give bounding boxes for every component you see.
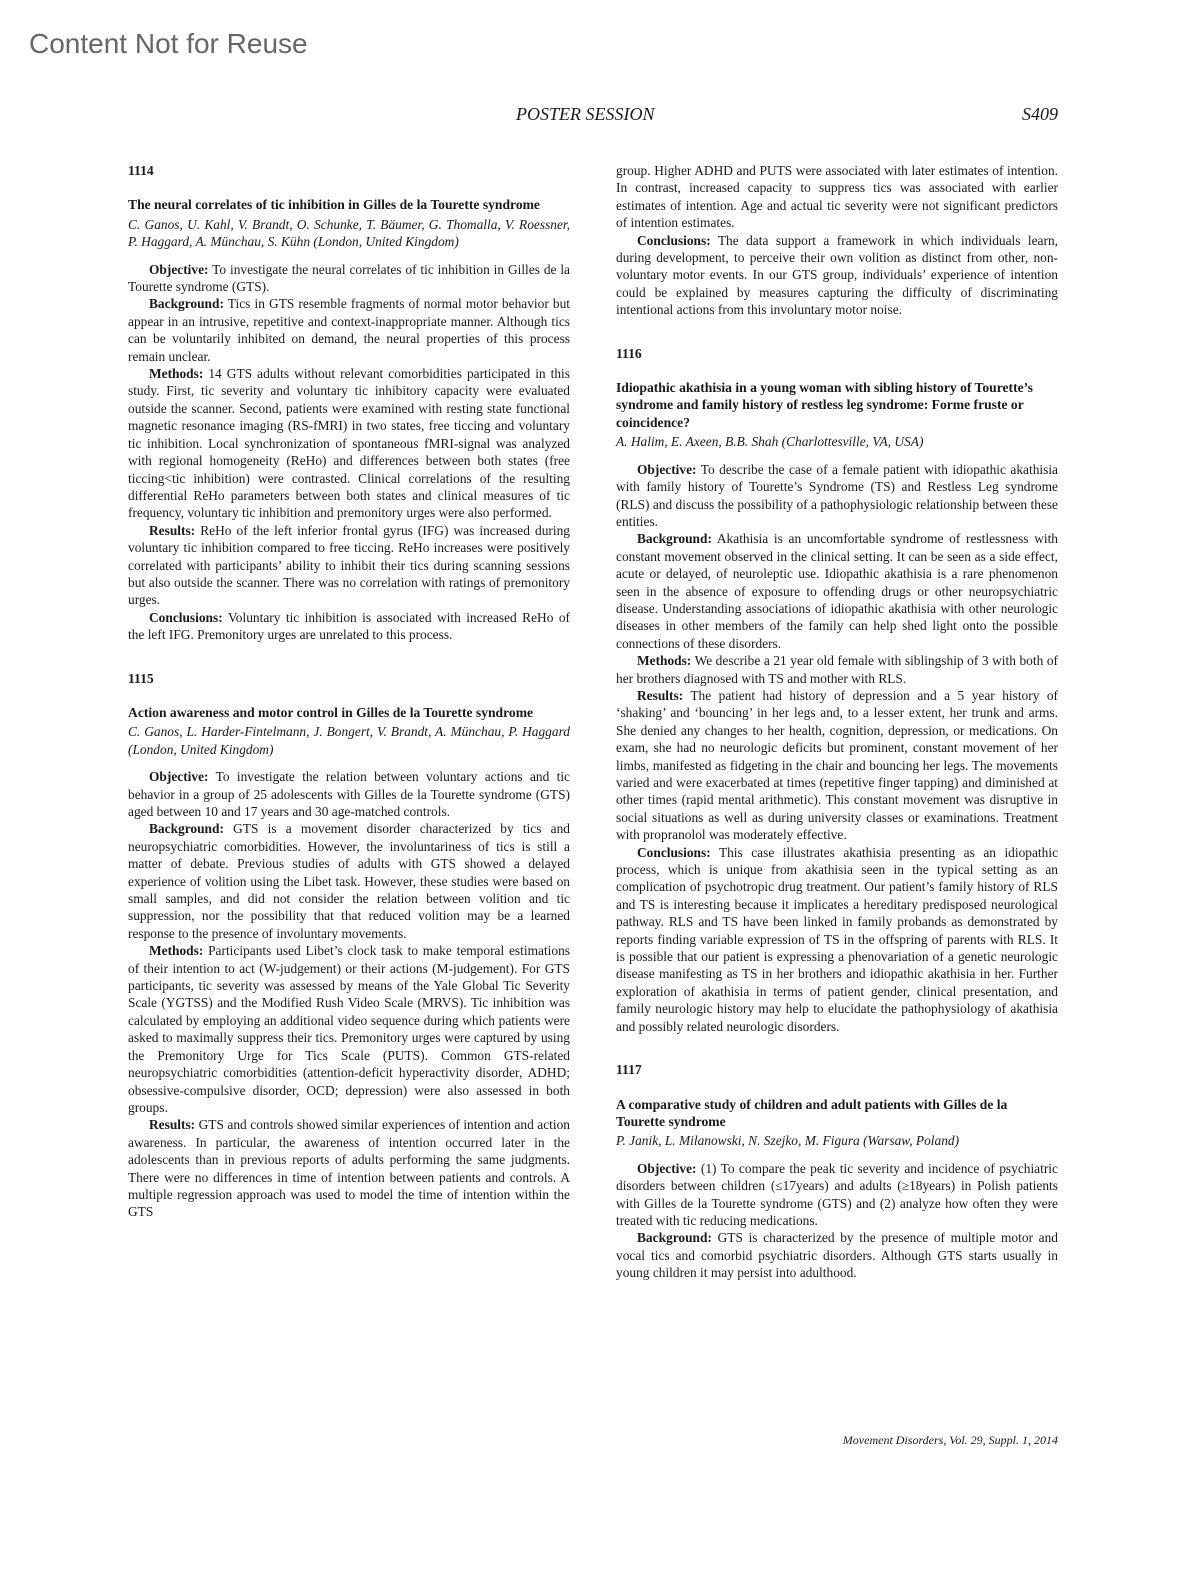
section-text: We describe a 21 year old female with siblingship of 3 with both of her brothers diagnosed with TS and mother with RLS. — [616, 653, 1058, 686]
abstract-number: 1117 — [616, 1062, 642, 1078]
methods-paragraph — [616, 652, 1058, 687]
section-text: Tics in GTS resemble fragments of normal motor behavior but appear in an intrusive, repetitive and context-inappropriate manner. Although tics can be voluntarily inhibited on demand, the neural properties of this process remain unclear. — [128, 296, 571, 364]
section-text: (1) To compare the peak tic severity and incidence of psychiatric disorders between children (≤17years) and adults (≥18years) in Polish patients with Gilles de la Tourette syndrome (GTS) and (2) analyze how often they were treated with tic reducing medications. — [616, 1160, 1058, 1228]
abstract-authors: C. Ganos, L. Harder-Fintelmann, J. Bongert, V. Brandt, A. Münchau, P. Haggard (London, United Kingdom) — [128, 724, 570, 757]
section-label: Background: — [149, 821, 224, 837]
abstract-1117 — [616, 1061, 1058, 1281]
section-label: Methods: — [149, 366, 204, 382]
abstract-title: A comparative study of children and adult patients with Gilles de la Tourette syndrome — [616, 1096, 1008, 1129]
section-label: Conclusions: — [637, 844, 711, 860]
section-label: Methods: — [149, 943, 204, 959]
background-paragraph — [128, 295, 570, 365]
results-continuation: group. Higher ADHD and PUTS were associated with later estimates of intention. In contrast, increased capacity to suppress tics was associated with earlier estimates of intention. Age and actual tic severity were not significant predictors of intention estimates. — [616, 163, 1058, 231]
section-text: The data support a framework in which individuals learn, during development, to perceive their own volition as distinct from other, non-voluntary motor events. In our GTS group, individuals’ experience of intention could be explained by measures capturing the difficulty of discriminating intentional actions from this involuntary motor noise. — [616, 232, 1058, 318]
section-text: This case illustrates akathisia presenting as an idiopathic process, which is unique from akathisia seen in the typical setting as an complication of psychotropic drug treatment. Our patient’s family history of RLS and TS is interesting because it implicates a hereditary predisposed neurological pathway. RLS and TS have been linked in family probands as demonstrated by reports finding variable expression of TS in the offspring of parents with RLS. It is possible that our patient is expressing a phenovariation of a genetic neurologic disease manifesting as TS in her brothers and idiopathic akathisia in her. Further exploration of akathisia in terms of patient gender, clinical presentation, and family neurologic history may help to elucidate the pathophysiology of akathisia and possibly related neurologic disorders. — [616, 844, 1059, 1034]
section-text: The patient had history of depression and a 5 year history of ‘shaking’ and ‘bouncing’ in her legs and, to a lesser extent, her trunk and arms. She denied any changes to her health, cognition, depression, or medications. On exam, she had no neurologic deficits but prominent, constant movement of her limbs, manifested as fidgeting in the chair and bouncing her legs. The movements varied and were exacerbated at times (repetitive finger tapping) and diminished at other times (rapid mental arithmetic). This constant movement was disruptive in social situations as well as during university classes or examinations. Treatment with propranolol was moderately effective. — [616, 687, 1059, 843]
objective-paragraph — [616, 1160, 1058, 1230]
section-text: 14 GTS adults without relevant comorbidities participated in this study. First, tic severity and voluntary tic inhibitory capacity were evaluated outside the scanner. Second, patients were examined with resting state functional magnetic resonance imaging (RS-fMRI) in two states, free ticcing and voluntary tic inhibition. Local synchronization of spontaneous fMRI-signal was analyzed with regional homogeneity (ReHo) and differences between both states (free ticcing<tic inhibition) were contrasted. Clinical correlations of the resulting differential ReHo parameters between both states and clinical measures of tic frequency, voluntary tic inhibition and premonitory urges were also performed. — [128, 366, 570, 521]
objective-paragraph — [128, 261, 570, 296]
methods-paragraph — [128, 942, 570, 1116]
section-label: Objective: — [637, 1160, 697, 1176]
section-text: To investigate the neural correlates of tic inhibition in Gilles de la Tourette syndrome (GTS). — [128, 261, 571, 295]
running-head — [0, 104, 1200, 130]
abstract-title: Idiopathic akathisia in a young woman with sibling history of Tourette’s syndrome and family history of restless leg syndrome: Forme fruste or coincidence? — [616, 380, 1033, 430]
background-paragraph — [128, 820, 570, 942]
results-paragraph — [128, 1116, 570, 1220]
section-label: Objective: — [149, 769, 209, 785]
section-label: Conclusions: — [149, 609, 223, 625]
abstract-number: 1114 — [128, 163, 154, 178]
abstract-number: 1116 — [616, 345, 642, 361]
results-paragraph — [128, 522, 570, 609]
section-text: To describe the case of a female patient with idiopathic akathisia with family history of Tourette’s Syndrome (TS) and Restless Leg syndrome (RLS) and discuss the possibility of a pathophysiologic relationship between these entities. — [616, 461, 1058, 529]
section-text: GTS is characterized by the presence of multiple motor and vocal tics and comorbid psychiatric disorders. Although GTS starts usually in young children it may persist into adulthood. — [616, 1230, 1058, 1281]
section-label: Objective: — [149, 261, 209, 277]
section-label: Background: — [637, 1230, 712, 1246]
abstract-authors: C. Ganos, U. Kahl, V. Brandt, O. Schunke, T. Bäumer, G. Thomalla, V. Roessner, P. Haggard, A. Münchau, S. Kühn (London, United Kingdom) — [128, 216, 570, 250]
conclusions-paragraph — [616, 844, 1058, 1035]
section-label: Background: — [149, 296, 224, 312]
abstract-1115 — [128, 670, 570, 1221]
conclusions-paragraph — [128, 609, 570, 644]
section-text: ReHo of the left inferior frontal gyrus (IFG) was increased during voluntary tic inhibition compared to free ticcing. ReHo increases were positively correlated with participants’ ability to inhibit their tics during scanning sessions but also outside the scanner. There was no correlation with ratings of premonitory urges. — [128, 522, 570, 608]
section-label: Background: — [637, 531, 712, 547]
abstract-authors: P. Janik, L. Milanowski, N. Szejko, M. Figura (Warsaw, Poland) — [616, 1133, 960, 1149]
background-paragraph — [616, 530, 1058, 652]
left-column — [128, 162, 570, 1221]
section-text: GTS and controls showed similar experiences of intention and action awareness. In particular, the awareness of intention occurred later in the adolescents than in previous reports of adults performing the same judgments. There were no differences in time of intention between patients and controls. A multiple regression approach was used to model the time of intention within the GTS — [128, 1117, 570, 1220]
section-label: Conclusions: — [637, 232, 711, 248]
conclusions-paragraph — [616, 232, 1058, 319]
journal-footer: Movement Disorders, Vol. 29, Suppl. 1, 2014 — [842, 1433, 1058, 1447]
section-text: Voluntary tic inhibition is associated with increased ReHo of the left IFG. Premonitory urges are unrelated to this process. — [128, 609, 570, 643]
section-title: POSTER SESSION — [516, 104, 655, 124]
abstract-title: Action awareness and motor control in Gilles de la Tourette syndrome — [128, 704, 534, 720]
abstract-1115-continued — [616, 162, 1058, 319]
section-label: Objective: — [637, 461, 697, 477]
section-text: GTS is a movement disorder characterized by tics and neuropsychiatric comorbidities. However, the involuntariness of tics is still a matter of debate. Previous studies of adults with GTS showed a delayed experience of volition using the Libet task. However, these studies were based on small samples, and did not consider the relation between volition and tic suppression, nor the possibility that that reduced volition may be a learned response to the presence of involuntary movements. — [128, 821, 570, 941]
section-label: Results: — [149, 1117, 196, 1133]
abstract-authors: A. Halim, E. Axeen, B.B. Shah (Charlottesville, VA, USA) — [616, 434, 924, 450]
section-label: Results: — [637, 687, 684, 703]
section-label: Methods: — [637, 653, 692, 669]
objective-paragraph — [616, 461, 1058, 531]
section-label: Results: — [149, 522, 196, 538]
background-paragraph — [616, 1229, 1058, 1281]
abstract-title: The neural correlates of tic inhibition in Gilles de la Tourette syndrome — [128, 197, 540, 213]
section-text: Akathisia is an uncomfortable syndrome of restlessness with constant movement observed in the clinical setting. It can be seen as a side effect, acute or delayed, of neuroleptic use. Idiopathic akathisia is a rare phenomenon seen in the absence of exposure to offending drugs or other neuropsychiatric disease. Understanding associations of idiopathic akathisia with other neurologic diseases in other members of the family can help shed light onto the possible connections of these disorders. — [616, 531, 1058, 651]
results-paragraph — [616, 687, 1058, 844]
objective-paragraph — [128, 768, 570, 820]
abstract-1114 — [128, 162, 570, 644]
page-number: S409 — [1022, 104, 1058, 124]
section-text: To investigate the relation between voluntary actions and tic behavior in a group of 25 adolescents with Gilles de la Tourette syndrome (GTS) aged between 10 and 17 years and 30 age-matched controls. — [128, 769, 570, 819]
section-text: Participants used Libet’s clock task to make temporal estimations of their intention to act (W-judgement) or their actions (M-judgement). For GTS participants, tic severity was assessed by means of the Yale Global Tic Severity Scale (YGTSS) and the Modified Rush Video Scale (MRVS). Tic inhibition was calculated by employing an additional video sequence during which patients were asked to maximally suppress their tics. Premonitory urges were captured by using the Premonitory Urge for Tics Scale (PUTS). Common GTS-related neuropsychiatric comorbidities (attention-deficit hyperactivity disorder, ADHD; obsessive-compulsive disorder, OCD; depression) were also assessed in both groups. — [128, 943, 570, 1115]
watermark: Content Not for Reuse — [29, 28, 308, 59]
methods-paragraph — [128, 365, 570, 522]
abstract-number: 1115 — [128, 670, 154, 686]
right-column — [616, 162, 1058, 1282]
abstract-1116 — [616, 345, 1058, 1035]
